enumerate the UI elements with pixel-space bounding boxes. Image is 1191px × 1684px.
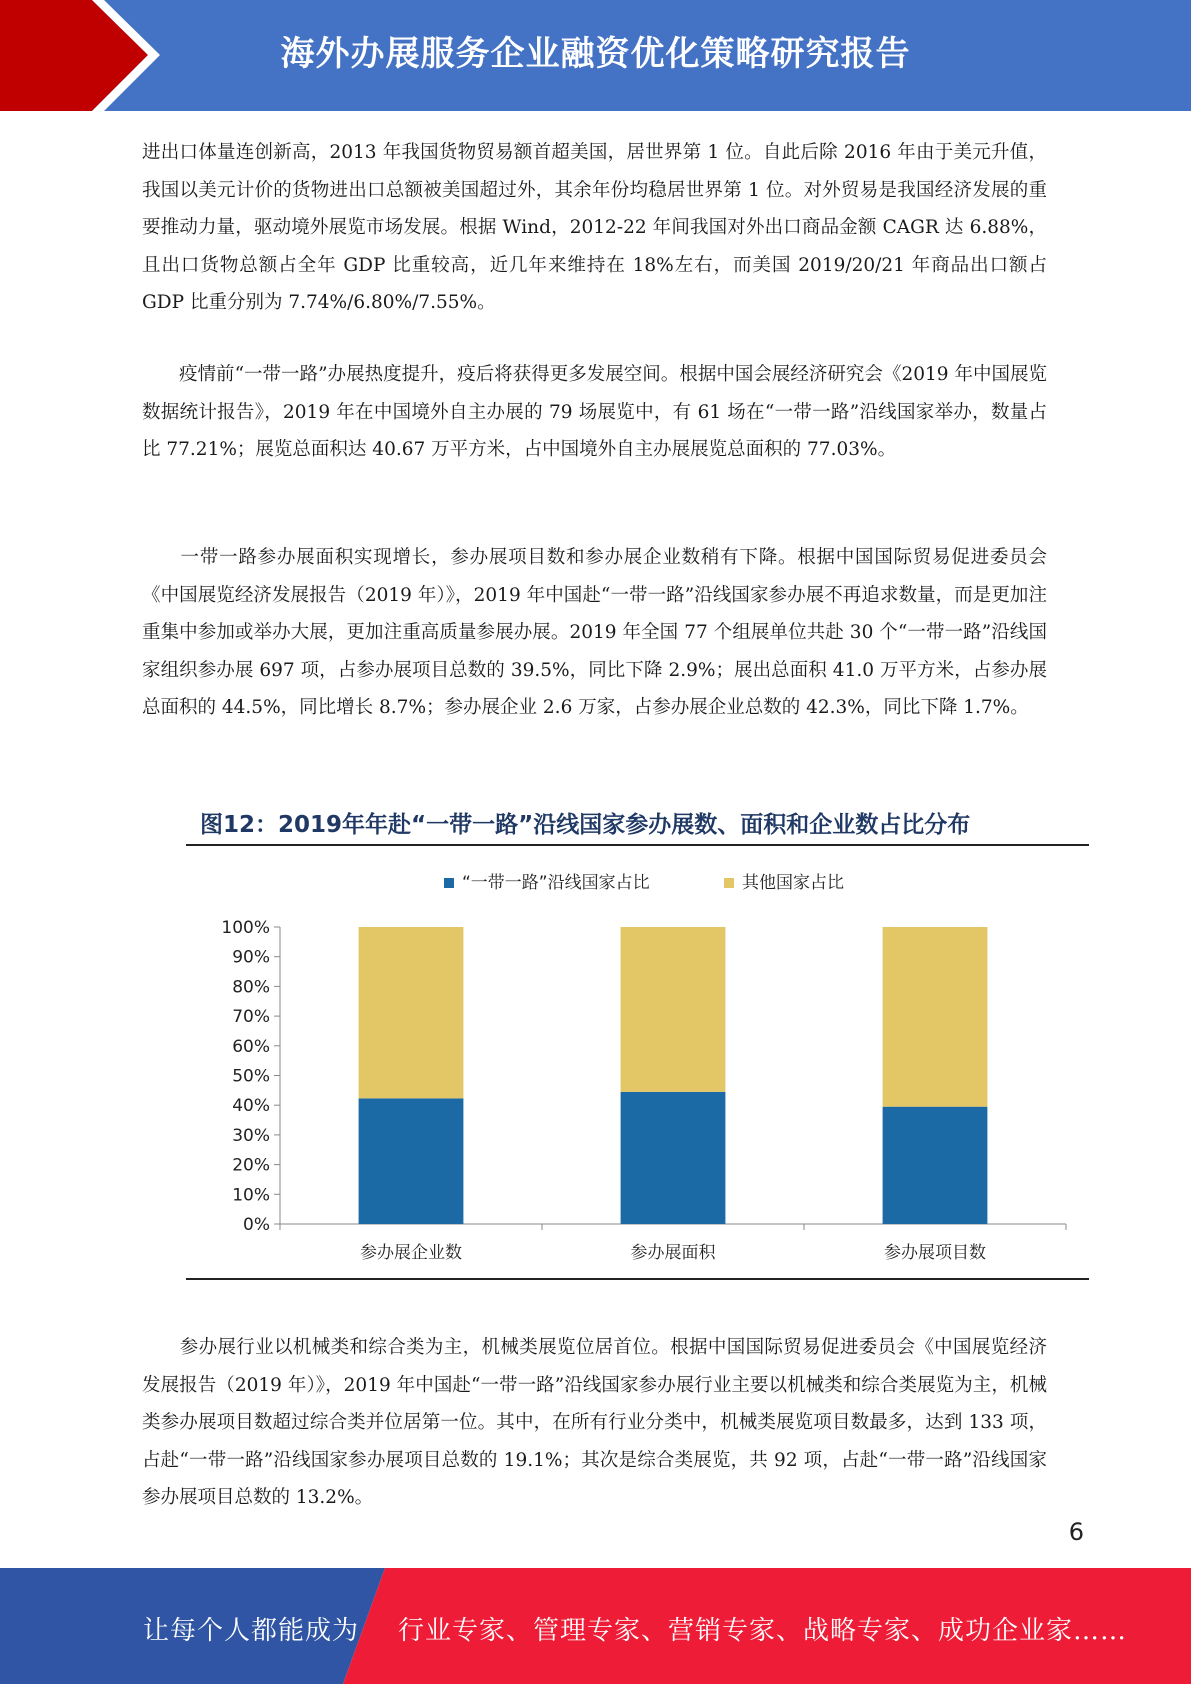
paragraph-4: 参办展行业以机械类和综合类为主，机械类展览位居首位。根据中国国际贸易促进委员会《中国展览经济发展报告（2019 年）》，2019 年中国赴“一带一路”沿线国家参办展行业主要以机械类和综合类展览为主，机械类参办展项目数超过综合类并位居第一位。其中，在所有行业分类中，机械类展览项目数最多，达到 133 项，占赴“一带一路”沿线国家参办展项目总数的 19.1%；其次是综合类展览，共 92 项，占赴“一带一路”沿线国家参办展项目总数的 13.2%。 [142,1337,1047,1508]
legend-label-2: 其他国家占比 [742,873,844,893]
paragraph-3: 一带一路参办展面积实现增长，参办展项目数和参办展企业数稍有下降。根据中国国际贸易促进委员会《中国展览经济发展报告（2019 年）》，2019 年中国赴“一带一路”沿线国家参办展不再追求数量，而是更加注重集中参加或举办大展，更加注重高质量参展办展。2019 年全国 77 个组展单位共赴 30 个“一带一路”沿线国家组织参办展 697 项，占参办展项目总数的 39.5%，同比下降 2.9%；展出总面积 41.0 万平方米，占参办展总面积的 44.5%，同比增长 8.7%；参办展企业 2.6 万家，占参办展企业总数的 42.3%，同比下降 1.7%。 [142,547,1047,718]
figure-bottom-rule [186,1278,1089,1280]
y-tick-label: 20% [232,1155,270,1176]
stacked-bar-chart [186,860,1089,1270]
page-number: 6 [1068,1518,1084,1546]
y-tick-label: 50% [232,1066,270,1087]
bar-segment-belt-road [883,1107,988,1224]
chart-y-axis [221,918,280,1235]
chart-legend [444,872,844,893]
y-tick-label: 70% [232,1007,270,1028]
paragraph-2: 疫情前“一带一路”办展热度提升，疫后将获得更多发展空间。根据中国会展经济研究会《2019 年中国展览数据统计报告》，2019 年在中国境外自主办展的 79 场展览中，有 61 场在“一带一路”沿线国家举办，数量占比 77.21%；展览总面积达 40.67 万平方米，占中国境外自主办展展览总面积的 77.03%。 [142,364,1047,460]
x-tick-label: 参办展企业数 [360,1243,462,1263]
legend-label-1: “一带一路”沿线国家占比 [462,873,650,893]
chart-bars [359,927,988,1224]
y-tick-label: 90% [232,947,270,968]
figure-top-rule [186,844,1089,846]
bar-segment-other [621,927,726,1092]
chart-x-axis [280,1224,1066,1263]
y-tick-label: 10% [232,1185,270,1206]
legend-swatch-1 [444,878,454,888]
footer-slogan-left: 让每个人都能成为 [143,1616,360,1646]
footer-slogan-right: 行业专家、管理专家、营销专家、战略专家、成功企业家…… [398,1616,1128,1646]
bar-segment-other [359,927,464,1098]
figure-title: 图12：2019年年赴“一带一路”沿线国家参办展数、面积和企业数占比分布 [200,812,971,838]
legend-swatch-2 [724,878,734,888]
y-tick-label: 40% [232,1096,270,1117]
y-tick-label: 60% [232,1036,270,1057]
y-tick-label: 30% [232,1125,270,1146]
x-tick-label: 参办展面积 [630,1243,716,1263]
bar-segment-belt-road [621,1092,726,1224]
bar-segment-other [883,927,988,1107]
bar-segment-belt-road [359,1098,464,1224]
y-tick-label: 100% [221,918,270,938]
paragraph-1: 进出口体量连创新高，2013 年我国货物贸易额首超美国，居世界第 1 位。自此后除 2016 年由于美元升值，我国以美元计价的货物进出口总额被美国超过外，其余年份均稳居世界第 1 位。对外贸易是我国经济发展的重要推动力量，驱动境外展览市场发展。根据 Wind，2012-22 年间我国对外出口商品金额 CAGR 达 6.88%，且出口货物总额占全年 GDP 比重较高，近几年来维持在 18%左右，而美国 2019/20/21 年商品出口额占 GDP 比重分别为 7.74%/6.80%/7.55%。 [142,142,1053,313]
y-tick-label: 0% [243,1215,270,1235]
report-title: 海外办展服务企业融资优化策略研究报告 [280,34,911,74]
y-tick-label: 80% [232,977,270,998]
x-tick-label: 参办展项目数 [884,1243,986,1263]
